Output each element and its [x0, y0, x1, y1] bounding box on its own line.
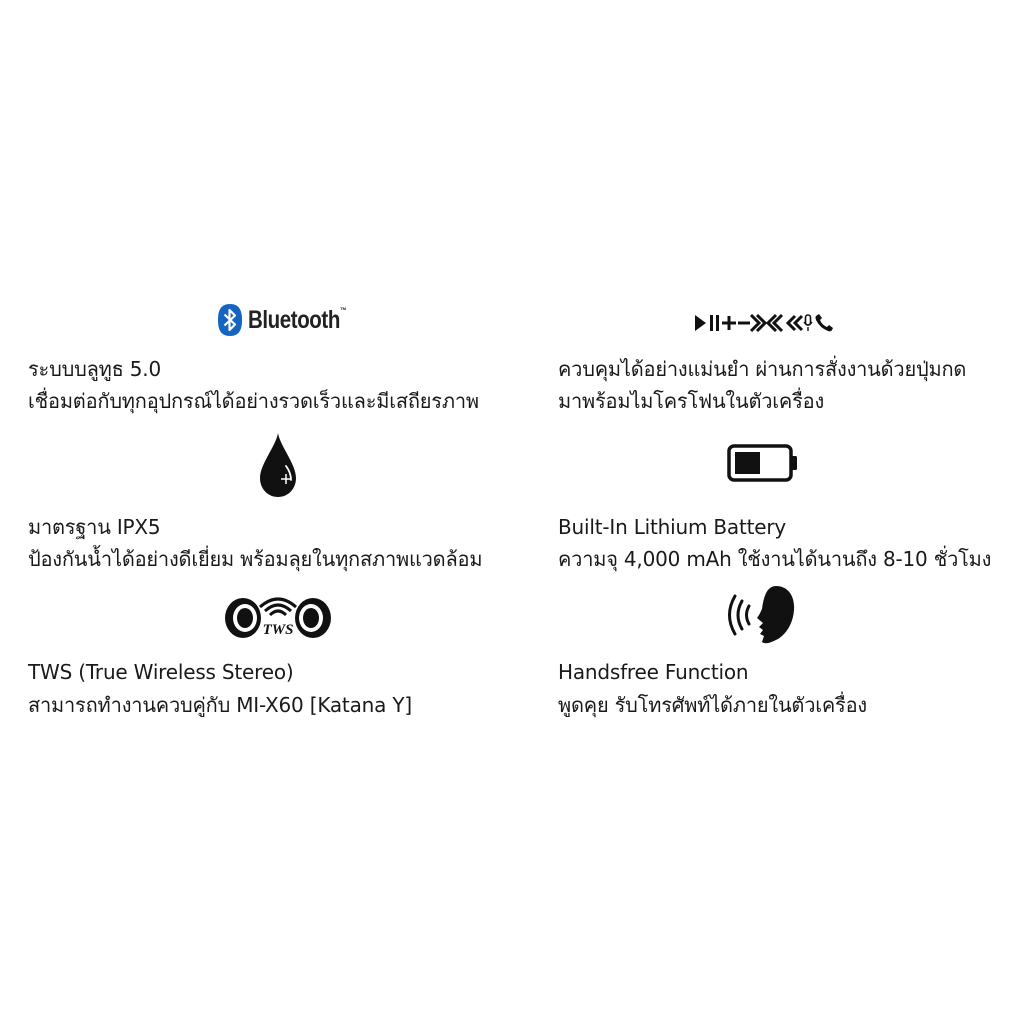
tws-logo-text: TWS: [262, 622, 294, 638]
bluetooth-title: ระบบบลูทูธ 5.0: [28, 357, 161, 381]
bluetooth-logo-text: Bluetooth™: [248, 305, 347, 334]
controls-title: ควบคุมได้อย่างแม่นยำ ผ่านการสั่งงานด้วยปุ่มกด: [558, 357, 967, 381]
bluetooth-logo: [218, 304, 368, 336]
battery-description: ความจุ 4,000 mAh ใช้งานได้นานถึง 8-10 ชั่วโมง: [558, 547, 992, 571]
bluetooth-icon: [218, 304, 242, 336]
waterproof-title: มาตรฐาน IPX5: [28, 515, 161, 539]
controls-description: มาพร้อมไมโครโฟนในตัวเครื่อง: [558, 389, 825, 413]
bluetooth-description: เชื่อมต่อกับทุกอุปกรณ์ได้อย่างรวดเร็วและมีเสถียรภาพ: [28, 389, 479, 413]
tws-title: TWS (True Wireless Stereo): [28, 660, 294, 684]
water-drop-icon: [258, 432, 298, 498]
battery-title: Built-In Lithium Battery: [558, 515, 787, 539]
handsfree-speaking-icon: [724, 584, 796, 646]
handsfree-description: พูดคุย รับโทรศัพท์ได้ภายในตัวเครื่อง: [558, 693, 867, 717]
media-controls-icon: [694, 311, 836, 335]
tws-speakers-icon: [223, 591, 333, 641]
waterproof-description: ป้องกันน้ำได้อย่างดีเยี่ยม พร้อมลุยในทุกสภาพแวดล้อม: [28, 547, 483, 571]
tws-description: สามารถทำงานควบคู่กับ MI-X60 [Katana Y]: [28, 693, 412, 717]
handsfree-title: Handsfree Function: [558, 660, 749, 684]
battery-icon: [727, 444, 799, 482]
